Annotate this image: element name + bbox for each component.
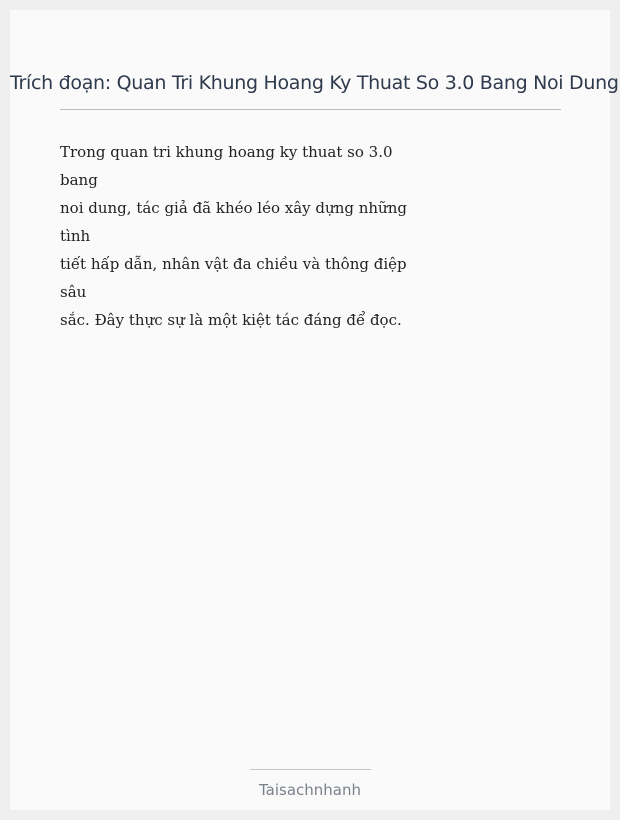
paragraph-line: tình — [60, 227, 91, 245]
excerpt-paragraph — [60, 138, 410, 334]
title-divider — [60, 109, 561, 110]
paragraph-line: noi dung, tác giả đã khéo léo xây dựng những — [60, 199, 407, 217]
paragraph-line: sâu — [60, 283, 87, 301]
paragraph-line: Trong quan tri khung hoang ky thuat so 3.0 — [60, 143, 393, 161]
document-title: Trích đoạn: Quan Tri Khung Hoang Ky Thuat So 3.0 Bang Noi Dung — [10, 72, 619, 94]
footer-source: Taisachnhanh — [258, 781, 362, 799]
paragraph-line: bang — [60, 171, 98, 189]
document-page — [10, 10, 619, 810]
paragraph-line: tiết hấp dẫn, nhân vật đa chiều và thông điệp — [60, 255, 407, 273]
paragraph-line: sắc. Đây thực sự là một kiệt tác đáng để đọc. — [60, 311, 402, 329]
footer-divider — [250, 769, 371, 770]
